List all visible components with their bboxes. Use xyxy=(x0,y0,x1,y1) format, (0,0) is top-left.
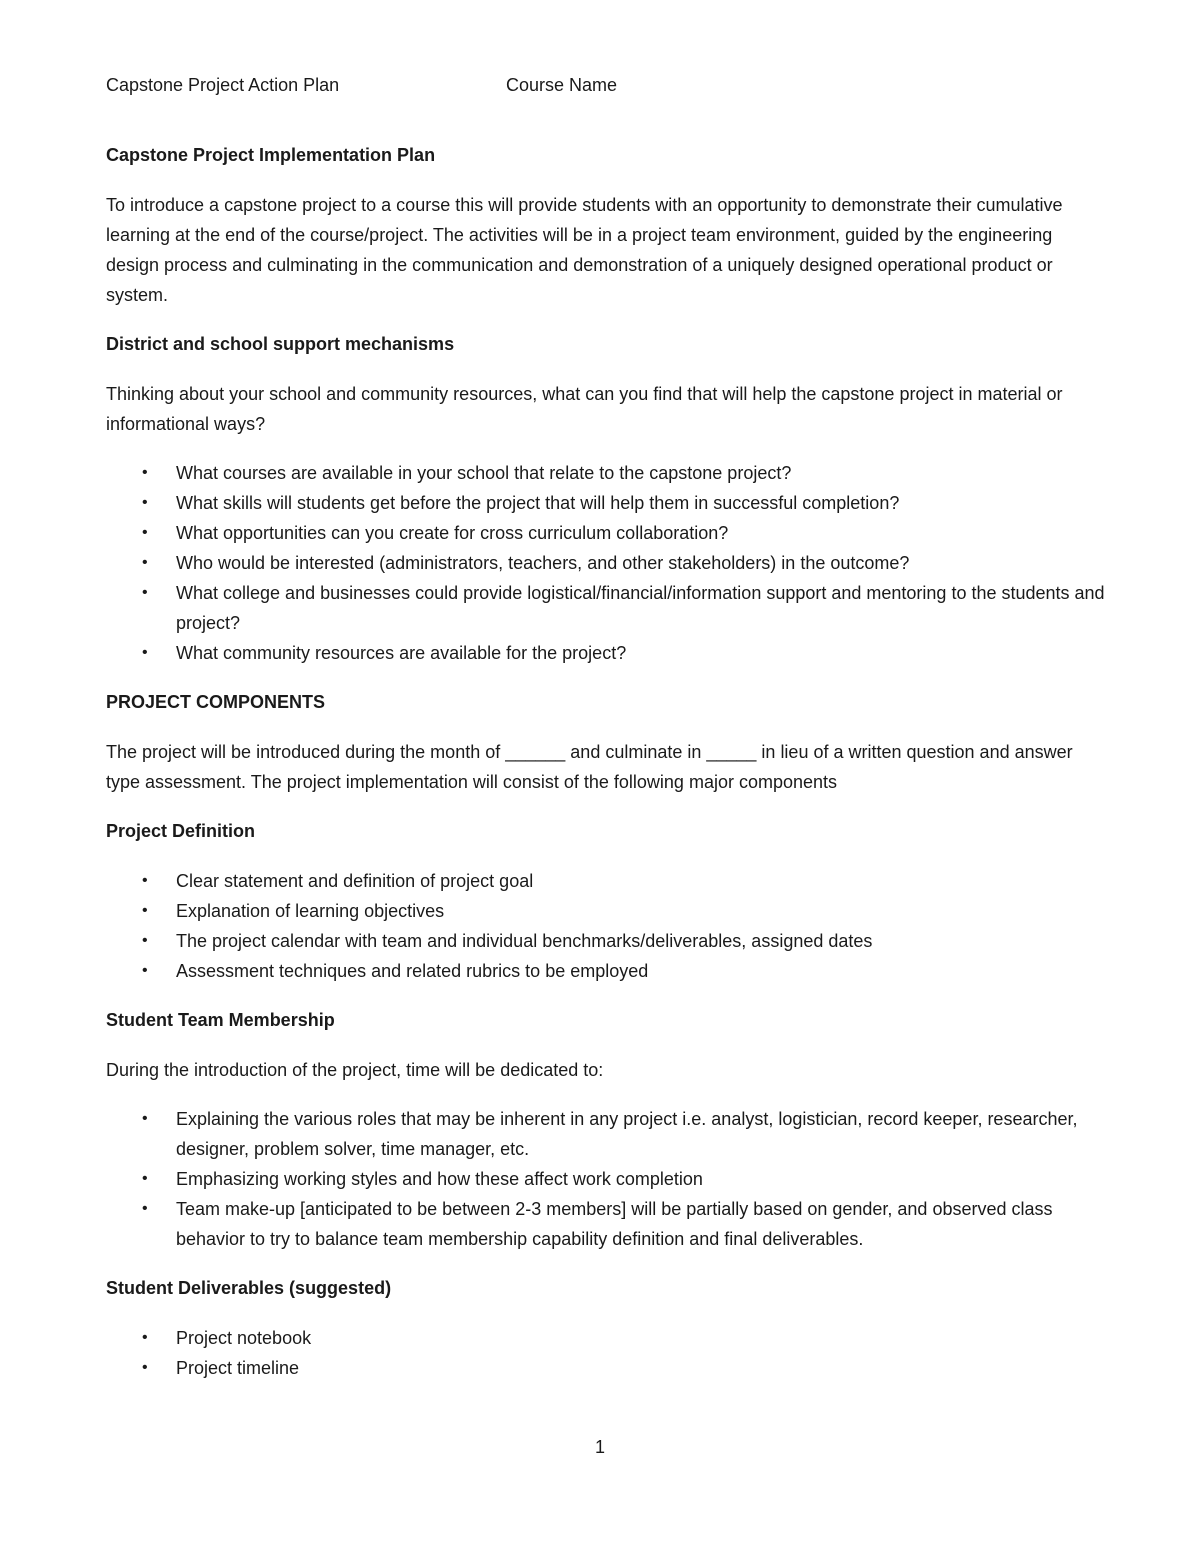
list-item-text: Emphasizing working styles and how these affect work completion xyxy=(176,1169,703,1189)
list-item-text: What skills will students get before the project that will help them in successful completion? xyxy=(176,493,900,513)
list-item-text: Explaining the various roles that may be inherent in any project i.e. analyst, logistician, record keeper, researcher, designer, problem solver, time manager, etc. xyxy=(176,1109,1078,1159)
list-item xyxy=(106,1323,1106,1353)
list-item xyxy=(106,866,1106,896)
membership-heading: Student Team Membership xyxy=(106,1010,335,1030)
list-item-text: Clear statement and definition of project goal xyxy=(176,871,534,891)
list-item-text: Project timeline xyxy=(176,1358,300,1378)
list-item xyxy=(106,518,1106,548)
header-course-name: Course Name xyxy=(506,75,618,95)
list-item-text: What courses are available in your school that relate to the capstone project? xyxy=(176,463,792,483)
page-number: 1 xyxy=(594,1437,605,1457)
bullet-icon: • xyxy=(142,962,148,979)
support-list xyxy=(106,458,1106,668)
bullet-icon: • xyxy=(142,494,148,511)
list-item xyxy=(106,896,1106,926)
list-item xyxy=(106,1194,1106,1254)
bullet-icon: • xyxy=(142,1200,148,1217)
bullet-icon: • xyxy=(142,584,148,601)
support-heading: District and school support mechanisms xyxy=(106,334,455,354)
list-item-text: Assessment techniques and related rubrics to be employed xyxy=(176,961,649,981)
list-item xyxy=(106,926,1106,956)
list-item-text: Explanation of learning objectives xyxy=(176,901,445,921)
bullet-icon: • xyxy=(142,902,148,919)
bullet-icon: • xyxy=(142,1359,148,1376)
intro-paragraph: To introduce a capstone project to a course this will provide students with an opportunity to demonstrate their cumulative learning at the end of the course/project. The activities will be in a project team environment, guided by the engineering design process and culminating in the communication and demonstration of a uniquely designed operational product or system. xyxy=(106,195,1063,305)
components-heading: PROJECT COMPONENTS xyxy=(106,692,326,712)
bullet-icon: • xyxy=(142,1329,148,1346)
components-paragraph: The project will be introduced during the month of ______ and culminate in _____ in lieu of a written question and answer type assessment. The project implementation will consist of the following major components xyxy=(106,742,1073,792)
list-item-text: What community resources are available for the project? xyxy=(176,643,627,663)
deliverables-list xyxy=(106,1323,1106,1383)
bullet-icon: • xyxy=(142,464,148,481)
membership-list xyxy=(106,1104,1106,1254)
list-item xyxy=(106,548,1106,578)
list-item xyxy=(106,1353,1106,1383)
document-page xyxy=(106,70,1106,1402)
list-item-text: Who would be interested (administrators, teachers, and other stakeholders) in the outcome? xyxy=(176,553,910,573)
bullet-icon: • xyxy=(142,1110,148,1127)
list-item-text: Project notebook xyxy=(176,1328,312,1348)
membership-paragraph: During the introduction of the project, time will be dedicated to: xyxy=(106,1060,604,1080)
list-item-text: Team make-up [anticipated to be between 2-3 members] will be partially based on gender, and observed class behavior to try to balance team membership capability definition and final deliverables. xyxy=(176,1199,1053,1249)
bullet-icon: • xyxy=(142,554,148,571)
list-item-text: What opportunities can you create for cross curriculum collaboration? xyxy=(176,523,729,543)
list-item xyxy=(106,488,1106,518)
bullet-icon: • xyxy=(142,932,148,949)
list-item xyxy=(106,956,1106,986)
list-item xyxy=(106,1164,1106,1194)
bullet-icon: • xyxy=(142,872,148,889)
list-item xyxy=(106,638,1106,668)
bullet-icon: • xyxy=(142,1170,148,1187)
deliverables-heading: Student Deliverables (suggested) xyxy=(106,1278,392,1298)
support-paragraph: Thinking about your school and community resources, what can you find that will help the capstone project in material or informational ways? xyxy=(106,384,1063,434)
list-item-text: What college and businesses could provide logistical/financial/information support and mentoring to the students and project? xyxy=(176,583,1105,633)
header-document-title: Capstone Project Action Plan xyxy=(106,75,340,95)
list-item xyxy=(106,1104,1106,1164)
definition-list xyxy=(106,866,1106,986)
list-item xyxy=(106,578,1106,638)
page-title: Capstone Project Implementation Plan xyxy=(106,145,436,165)
list-item xyxy=(106,458,1106,488)
list-item-text: The project calendar with team and individual benchmarks/deliverables, assigned dates xyxy=(176,931,873,951)
bullet-icon: • xyxy=(142,524,148,541)
definition-heading: Project Definition xyxy=(106,821,256,841)
running-header xyxy=(106,70,1106,100)
bullet-icon: • xyxy=(142,644,148,661)
